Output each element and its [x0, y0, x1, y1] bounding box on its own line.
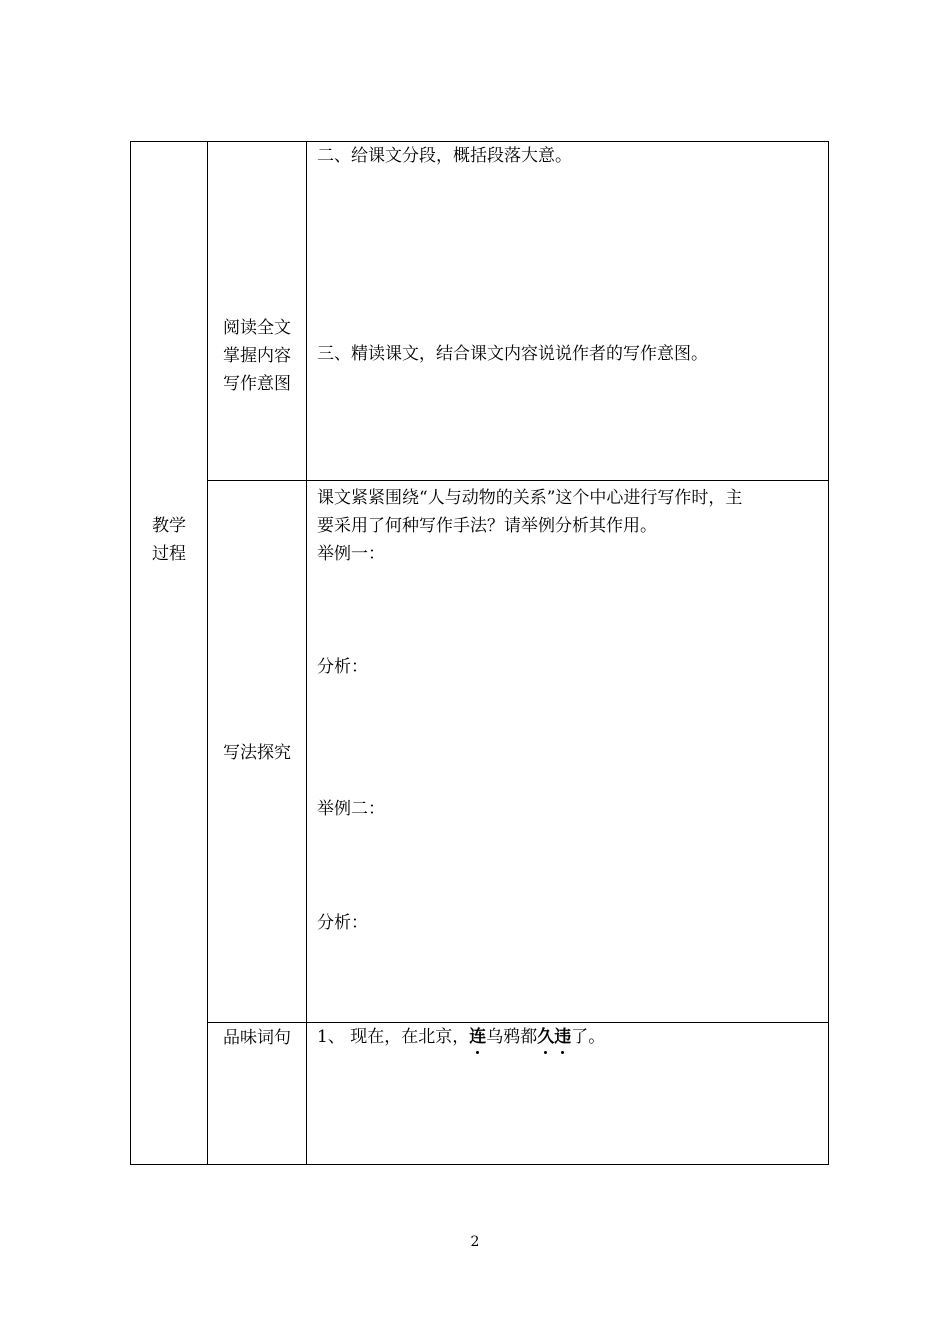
table-border-bottom [130, 1164, 829, 1165]
emphasized-char-text: 久 [537, 1027, 555, 1047]
emphasis-dot-icon [544, 1051, 547, 1054]
example-one-label: 举例一： [317, 544, 385, 564]
reading-item-intent: 三、精读课文，结合课文内容说说作者的写作意图。 [317, 344, 708, 364]
table-col-divider-1 [207, 141, 208, 1165]
row-label-line: 写作意图 [223, 374, 291, 394]
emphasis-dot-icon [476, 1051, 479, 1054]
section-label-line: 过程 [152, 544, 186, 564]
sentence-suffix: 了。 [571, 1027, 606, 1047]
sentence-prefix: 1、 现在，在北京， [317, 1027, 470, 1047]
writing-question-line1: 课文紧紧围绕“人与动物的关系”这个中心进行写作时，主 [317, 488, 743, 508]
emphasized-char [554, 1027, 571, 1047]
section-label [131, 512, 207, 568]
row-label-line: 掌握内容 [223, 346, 291, 366]
row-label-words [208, 1024, 306, 1052]
reading-item-segment: 二、给课文分段，概括段落大意。 [317, 146, 572, 166]
emphasis-dot-icon [561, 1051, 564, 1054]
writing-question-line2: 要采用了何种写作手法？请举例分析其作用。 [317, 516, 657, 536]
analysis-one-label: 分析： [317, 657, 368, 677]
row-label-writing [208, 739, 306, 767]
section-label-line: 教学 [152, 516, 186, 536]
table-border-right [828, 141, 829, 1165]
example-two-label: 举例二： [317, 799, 385, 819]
table-border-left [130, 141, 131, 1165]
row-label-line: 品味词句 [223, 1028, 291, 1048]
table-col-divider-2 [306, 141, 307, 1165]
table-row-divider-2 [207, 1022, 829, 1023]
row-label-reading [208, 314, 306, 398]
emphasized-char [469, 1027, 486, 1047]
table-row-divider-1 [207, 480, 829, 481]
page-number: 2 [470, 1234, 480, 1250]
emphasized-char-text: 违 [554, 1027, 572, 1047]
analysis-two-label: 分析： [317, 913, 368, 933]
word-sentence [317, 1024, 605, 1051]
table-border-top [130, 141, 829, 142]
row-label-line: 写法探究 [223, 743, 291, 763]
emphasized-char [537, 1027, 554, 1047]
emphasized-char-text: 连 [469, 1027, 487, 1047]
sentence-middle: 乌鸦都 [486, 1027, 538, 1047]
row-label-line: 阅读全文 [223, 318, 291, 338]
